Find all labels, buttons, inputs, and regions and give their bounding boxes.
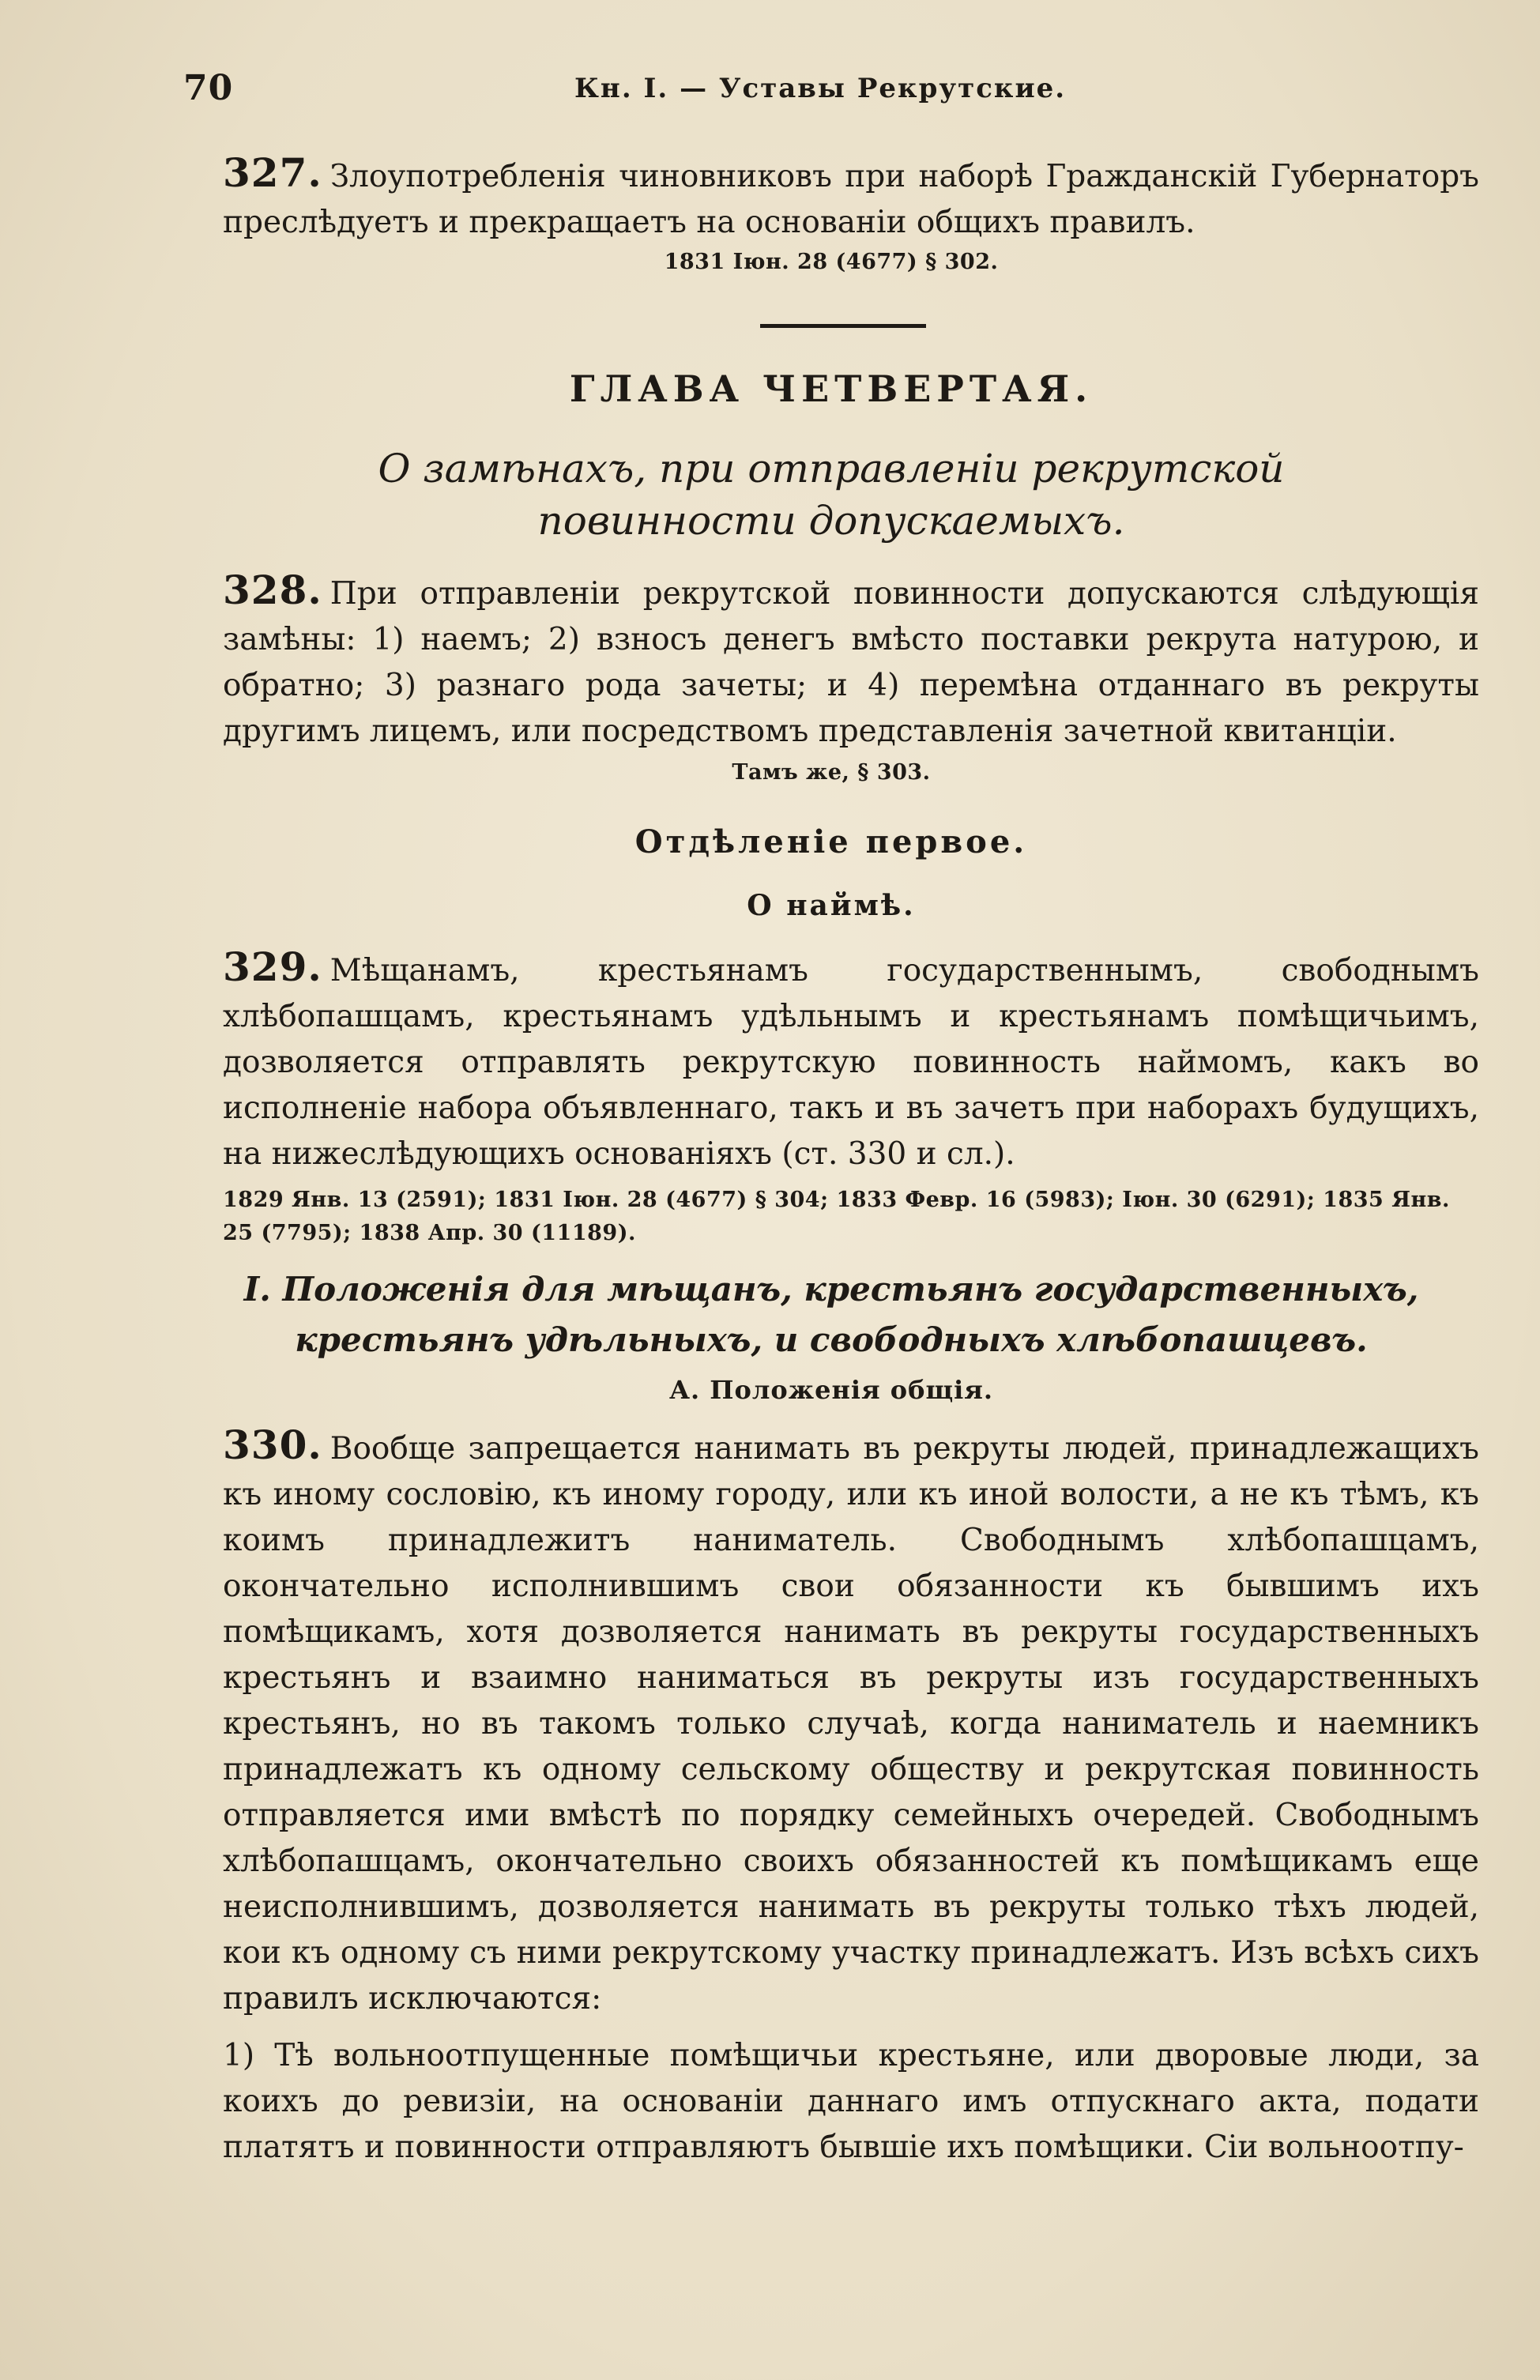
article-330-paragraph: [183, 1422, 1479, 2022]
article-number: 328.: [223, 567, 322, 613]
article-text: Злоупотребленія чиновниковъ при наборѣ Гражданскій Губернаторъ преслѣдуетъ и прекращаетъ на основаніи общихъ правилъ.: [223, 159, 1479, 240]
article-329-paragraph: [183, 944, 1479, 1177]
article-327: [183, 150, 1479, 279]
chapter-title: ГЛАВА ЧЕТВЕРТАЯ.: [569, 367, 1094, 410]
article-text: Мѣщанамъ, крестьянамъ государственнымъ, свободнымъ хлѣбопашцамъ, крестьянамъ удѣльнымъ и крестьянамъ помѣщичьимъ, дозволяется отправлять рекрутскую повинность наймомъ, какъ во исполненіе набора объявленнаго, такъ и въ зачетъ при наборахъ будущихъ, на нижеслѣдующихъ основаніяхъ (ст. 330 и сл.).: [223, 953, 1479, 1172]
article-328-citation: Тамъ же, § 303.: [732, 760, 931, 785]
article-number: 329.: [223, 943, 322, 990]
article-327-paragraph: [183, 150, 1479, 246]
section-title: Отдѣленіе первое.: [634, 823, 1028, 860]
article-329-citation: 1829 Янв. 13 (2591); 1831 Іюн. 28 (4677) § 304; 1833 Февр. 16 (5983); Іюн. 30 (6291); 1835 Янв. 25 (7795); 1838 Апр. 30 (11189).: [223, 1188, 1450, 1245]
article-text: Вообще запрещается нанимать въ рекруты людей, принадлежащихъ къ иному сословію, къ иному городу, или къ иной волости, а не къ тѣмъ, къ коимъ принадлежитъ наниматель. Свободнымъ хлѣбопашцамъ, окончательно исполнившимъ свои обязанности къ бывшимъ ихъ помѣщикамъ, хотя дозволяется нанимать въ рекруты государственныхъ крестьянъ и взаимно наниматься въ рекруты изъ государственныхъ крестьянъ, но въ такомъ только случаѣ, когда наниматель и наемникъ принадлежатъ къ одному сельскому обществу и рекрутская повинность отправляется ими вмѣстѣ по порядку семейныхъ очередей. Свободнымъ хлѣбопашцамъ, окончательно своихъ обязанностей къ помѣщикамъ еще неисполнившимъ, дозволяется нанимать въ рекруты только тѣхъ людей, кои къ одному съ ними рекрутскому участку принадлежатъ. Изъ всѣхъ сихъ правилъ исключаются:: [223, 1431, 1479, 2017]
article-327-citation: 1831 Іюн. 28 (4677) § 302.: [664, 250, 999, 274]
running-head: Кн. I. — Уставы Рекрутские.: [574, 73, 1067, 104]
article-329: [183, 944, 1479, 1250]
section-subtitle: О наймѣ.: [747, 889, 916, 922]
article-328: [183, 567, 1479, 789]
page-number: 70: [183, 68, 234, 108]
article-330-item-1: 1) Тѣ вольноотпущенные помѣщичьи крестьяне, или дворовые люди, за коихъ до ревизіи, на основаніи даннаго имъ отпускнаго акта, подати платятъ и повинности отправляютъ бывшіе ихъ помѣщики. Сіи вольноотпу-: [223, 2038, 1479, 2165]
article-number: 327.: [223, 149, 322, 196]
part-subheading: А. Положенія общія.: [668, 1375, 994, 1405]
article-number: 330.: [223, 1422, 322, 1468]
article-328-paragraph: [183, 567, 1479, 755]
article-text: При отправленіи рекрутской повинности допускаются слѣдующія замѣны: 1) наемъ; 2) взносъ денегъ вмѣсто поставки рекрута натурою, и обратно; 3) разнаго рода зачеты; и 4) перемѣна отданнаго въ рекруты другимъ лицемъ, или посредствомъ представленія зачетной квитанціи.: [223, 576, 1479, 749]
chapter-subtitle: О замѣнахъ, при отправленіи рекрутской повинности допускаемыхъ.: [378, 446, 1285, 544]
part-heading: I. Положенія для мѣщанъ, крестьянъ государственныхъ, крестьянъ удѣльныхъ, и свободныхъ хлѣбопашцевъ.: [243, 1270, 1419, 1359]
article-330: [183, 1422, 1479, 2171]
page-header: [183, 68, 1479, 115]
section-divider: [760, 324, 926, 328]
